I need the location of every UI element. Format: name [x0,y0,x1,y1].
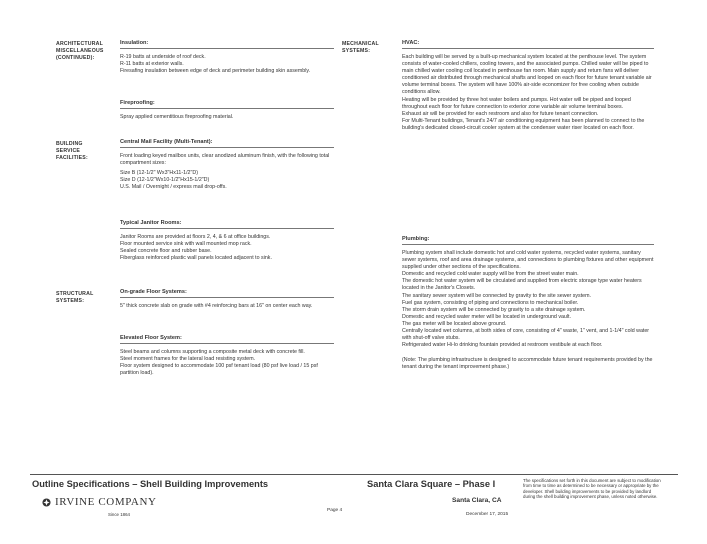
spec-line: Steel beams and columns supporting a composite metal deck with concrete fill. [120,349,305,355]
footer-city: Santa Clara, CA [452,497,502,504]
spec-line: R-11 batts at exterior walls. [120,61,184,68]
category-architectural: ARCHITECTURAL MISCELLANEOUS (CONTINUED): [56,41,104,61]
spec-line: U.S. Mail / Overnight / express mail drop-offs. [120,184,227,191]
section-mail [120,139,334,191]
spec-line: 5" thick concrete slab on grade with #4 reinforcing bars at 16" on center each way. [120,303,313,309]
spec-line: Firesafing insulation between edge of deck and perimeter building skin assembly. [120,68,311,75]
spec-line: For Multi-Tenant buildings, Tenant's 24/7 air conditioning equipment has been planned to connect to the building's dedicated closed-circuit cooler system at the condenser water riser located on each floor. [402,117,645,131]
spec-line: Refrigerated water Hi-lo drinking fountain provided at restroom vestibule at each floor. [402,342,603,349]
company-name: IRVINE COMPANY [55,496,157,508]
section-insulation [120,40,334,75]
section-plumbing [402,236,654,372]
section-title: Fireproofing: [120,100,334,109]
footer-date: December 17, 2015 [466,512,509,517]
spec-line: The gas meter will be located above ground. [402,320,507,327]
spec-line: Steel moment frames for the lateral load resisting system. [120,356,256,363]
category-mechanical: MECHANICAL SYSTEMS: [342,41,379,54]
section-title: On-grade Floor Systems: [120,289,334,298]
section-title: Elevated Floor System: [120,335,334,344]
company-logo [42,494,157,510]
section-title: Typical Janitor Rooms: [120,220,334,229]
spec-line: Plumbing system shall include domestic hot and cold water systems, recycled water systems, sanitary sewer systems, roof and area drainage systems, and connections to plumbing fixtures and other equipment supplied under other sections of the specifications. [402,250,654,271]
spec-line: R-19 batts at underside of roof deck. [120,54,206,60]
section-fireproofing [120,100,334,121]
section-on-grade [120,289,334,310]
spec-line: Exhaust air will be provided for each restroom and also for future tenant connection. [402,110,599,117]
spec-line: Each building will be served by a built-up mechanical system located at the penthouse level. The system consists of water-cooled chillers, cooling towers, and the associated pumps. Chilled water will be piped to main chilled water cooling coil located in penthouse fan room. Main supply and return fans will deliver conditioned air distributed through mechanical shafts and looped on each floor for future tenant variable air volume terminal boxes. The system will have 100% air-side economizer for free cooling when outside conditions allow. [402,54,652,96]
section-hvac [402,40,654,132]
spec-line: Floor mounted service sink with wall mounted mop rack. [120,241,252,248]
spec-line: Sealed concrete floor and rubber base. [120,248,212,255]
spec-line: Size B (12-1/2" Wx3"Hx11-1/2"D) [120,170,198,177]
spec-line: Heating will be provided by three hot water boilers and pumps. Hot water will be piped and looped throughout each floor for future connection to exterior zone variable air volume terminal boxes. [402,96,631,110]
section-title: HVAC: [402,40,654,49]
footer-project: Santa Clara Square – Phase I [367,479,496,489]
spec-line: Floor system designed to accommodate 100 psf tenant load (80 psf live load / 15 psf partition load). [120,363,318,377]
spec-line: Fuel gas system, consisting of piping and connections to mechanical boiler. [402,299,579,306]
footer-rule [30,474,678,475]
spec-line: The storm drain system will be connected by gravity to a site drainage system. [402,306,586,313]
section-title: Central Mail Facility (Multi-Tenant): [120,139,334,148]
spec-line: Spray applied cementitious fireproofing material. [120,114,234,120]
category-building-service: BUILDING SERVICE FACILITIES: [56,141,88,161]
spec-line: Domestic and recycled water meter will be located in underground vault. [402,313,571,320]
spec-line: Domestic and recycled cold water supply will be from the street water main. [402,271,579,278]
section-elevated [120,335,334,377]
spec-line: Janitor Rooms are provided at floors 2, 4, & 6 at office buildings. [120,234,271,240]
spec-note: (Note: The plumbing infrastructure is designed to accommodate future tenant requirements provided by the tenant during the tenant improvement phase.) [402,357,653,371]
spec-line: The domestic hot water system will be circulated and supplied from electric storage type water heaters located in the Janitor's Closets. [402,278,642,292]
company-since: Since 1864 [108,512,130,517]
page-number: Page 4 [327,508,343,513]
spec-line: Size D (12-1/2"Wx10-1/2"Hx15-1/2"D) [120,177,210,184]
section-title: Insulation: [120,40,334,49]
section-janitor [120,220,334,262]
spec-line: Centrally located wet columns, at both sides of core, consisting of 4" waste, 1" vent, and 1-1/4" cold water with shut-off valve stubs. [402,328,650,342]
footer-title: Outline Specifications – Shell Building Improvements [32,479,269,489]
spec-line: The sanitary sewer system will be connected by gravity to the site sewer system. [402,292,591,299]
section-title: Plumbing: [402,236,654,245]
footer-disclaimer: The specifications set forth in this document are subject to modification from time to time as determined to be necessary or appropriate by the developer. Shell building improvements to be provided by landlord during the shell building improvement phase, unless noted otherwise. [523,478,661,499]
category-structural: STRUCTURAL SYSTEMS: [56,291,94,304]
spec-line: Front loading keyed mailbox units, clear anodized aluminum finish, with the following total compartment sizes: [120,153,330,167]
company-emblem-icon [42,498,51,507]
spec-line: Fiberglass reinforced plastic wall panels located adjacent to sink. [120,255,272,262]
